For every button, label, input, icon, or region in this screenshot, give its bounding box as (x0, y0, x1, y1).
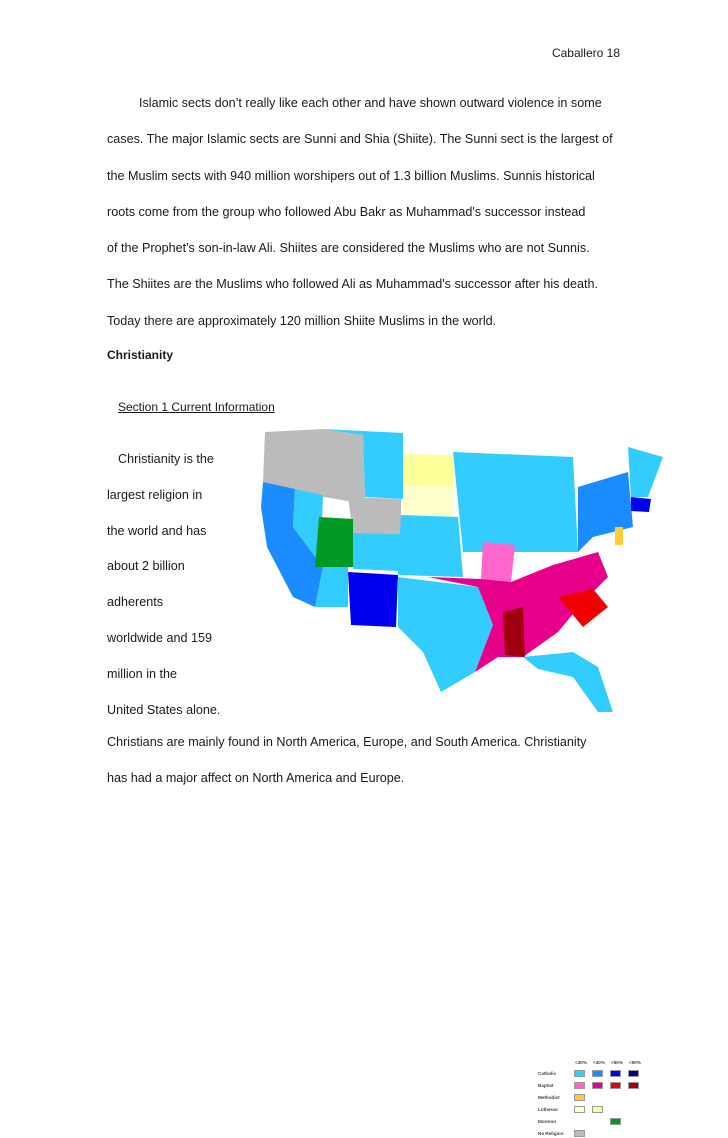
legend-swatch (610, 1118, 621, 1125)
map-region-methodist (615, 527, 623, 545)
paragraph-line: Islamic sects don’t really like each other and have shown outward violence in some (139, 96, 602, 110)
legend-label: Mormon (538, 1119, 557, 1124)
paragraph-line: the Muslim sects with 940 million worshipers out of 1.3 billion Muslims. Sunnis historical (107, 168, 595, 183)
islam-paragraph (107, 85, 627, 339)
closing-paragraph (107, 724, 586, 796)
legend-spacer (574, 1118, 585, 1125)
legend-row-lutheran (538, 1105, 610, 1114)
paragraph-line: The Shiites are the Muslims who followed Ali as Muhammad's successor after his death. (107, 277, 598, 292)
paragraph-line: Christianity is the (118, 452, 214, 466)
map-region-baptist-light (481, 542, 515, 582)
legend-swatch (610, 1070, 621, 1077)
page-number: Caballero 18 (551, 46, 620, 60)
legend-swatch (574, 1130, 585, 1137)
legend-label: Catholic (538, 1071, 557, 1076)
section-heading: Christianity (107, 348, 174, 362)
legend-swatch (592, 1106, 603, 1113)
paragraph-line: has had a major affect on North America and Europe. (107, 771, 405, 785)
map-region-lutheran-light (403, 485, 453, 517)
map-region-catholic (523, 652, 613, 712)
paragraph-line: largest religion in (107, 487, 203, 502)
legend-label: No Religion (538, 1131, 564, 1136)
us-map-svg (253, 427, 673, 717)
map-region-catholic-max (631, 497, 651, 512)
map-region-catholic (398, 515, 463, 577)
legend-row-no-religion (538, 1129, 592, 1138)
map-region-baptist-max (503, 607, 525, 657)
map-region-catholic-max (348, 572, 398, 627)
legend-swatch (574, 1070, 585, 1077)
paragraph-line: adherents (107, 595, 164, 610)
legend-threshold: <50% (611, 1060, 623, 1065)
legend-swatch (574, 1106, 585, 1113)
christianity-intro (107, 442, 220, 728)
map-region-catholic (398, 577, 493, 692)
legend-row-mormon (538, 1117, 628, 1126)
legend-row-catholic (538, 1069, 646, 1078)
legend-header (575, 1060, 641, 1065)
paragraph-line: Today there are approximately 120 million Shiite Muslims in the world. (107, 313, 497, 328)
map-region-catholic-high (578, 472, 633, 552)
legend-row-baptist (538, 1081, 646, 1090)
legend-swatch (628, 1070, 639, 1077)
section-subheading: Section 1 Current Information (118, 400, 275, 414)
legend-row-methodist (538, 1093, 592, 1102)
paragraph-line: Christians are mainly found in North America, Europe, and South America. Christianity (107, 735, 587, 749)
legend-swatch (574, 1082, 585, 1089)
paragraph-line: United States alone. (107, 702, 221, 717)
paragraph-line: the world and has (107, 523, 207, 538)
legend-threshold: <50% (629, 1060, 641, 1065)
map-region-catholic (628, 447, 663, 497)
map-region-mormon (315, 517, 353, 567)
legend-spacer (592, 1118, 603, 1125)
legend-swatch (592, 1070, 603, 1077)
paragraph-line: cases. The major Islamic sects are Sunni and Shia (Shiite). The Sunni sect is the largest of (107, 132, 613, 147)
legend-swatch (592, 1082, 603, 1089)
legend-swatch (574, 1094, 585, 1101)
legend-swatch (610, 1082, 621, 1089)
paragraph-line: of the Prophet's son-in-law Ali. Shiites are considered the Muslims who are not Sunnis. (107, 241, 590, 256)
legend-label: Baptist (538, 1083, 554, 1088)
paragraph-line: million in the (107, 666, 177, 681)
paragraph-line: about 2 billion (107, 559, 185, 574)
legend-threshold: <30% (575, 1060, 587, 1065)
legend-threshold: <40% (593, 1060, 605, 1065)
paragraph-line: roots come from the group who followed Abu Bakr as Muhammad's successor instead (107, 204, 586, 219)
map-region-catholic (453, 452, 578, 552)
paragraph-line: worldwide and 159 (107, 630, 213, 645)
legend-label: Lutheran (538, 1107, 558, 1112)
map-region-lutheran (403, 454, 453, 487)
map-region-no-religion (348, 497, 401, 535)
legend-label: Methodist (538, 1095, 560, 1100)
legend-swatch (628, 1082, 639, 1089)
